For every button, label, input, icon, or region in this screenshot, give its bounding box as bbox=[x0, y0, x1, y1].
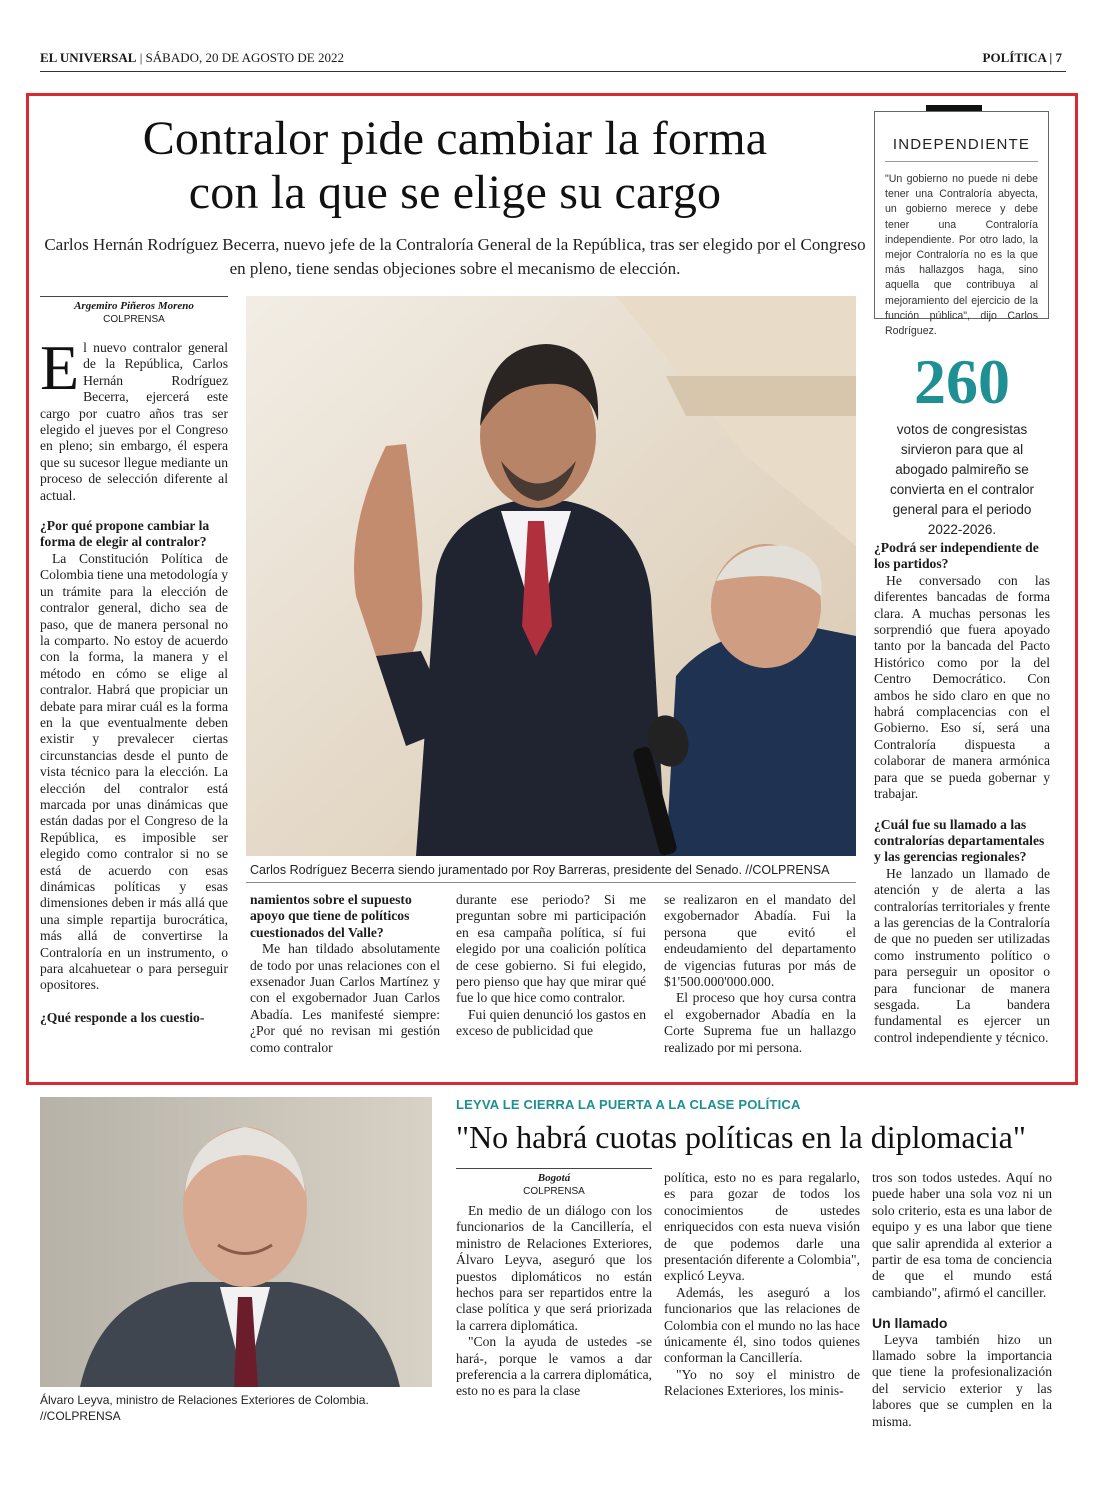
question-3: ¿Podrá ser independiente de los partidos? bbox=[874, 540, 1039, 572]
answer-2-part-3: Fui quien denunció los gastos en exceso de publicidad que bbox=[456, 1006, 646, 1039]
box-title: INDEPENDIENTE bbox=[892, 136, 1031, 153]
box-divider bbox=[885, 161, 1038, 162]
second-column-1 bbox=[456, 1203, 652, 1400]
second-headline: "No habrá cuotas políticas en la diplomacia" bbox=[456, 1119, 1026, 1155]
leyva-photo-caption: Álvaro Leyva, ministro de Relaciones Exteriores de Colombia. //COLPRENSA bbox=[40, 1393, 369, 1423]
folio-date: | SÁBADO, 20 DE AGOSTO DE 2022 bbox=[136, 50, 344, 65]
answer-3: He conversado con las diferentes bancadas de forma clara. A muchas personas les sorprendió que fuera apoyado tanto por la bancada del Pacto Histórico como por la del Centro Democrático. Con ambos he sido claro en que no habrá complacencias con el Gobierno. Eso sí, será una Contraloría dispuesta a colaborar de manera armónica para que se pueda gobernar y trabajar. bbox=[874, 572, 1050, 802]
page-number: | 7 bbox=[1049, 50, 1062, 65]
lead-paragraph bbox=[40, 332, 228, 504]
headline-line-1: Contralor pide cambiar la forma bbox=[142, 112, 768, 165]
second-column-2 bbox=[664, 1170, 860, 1400]
main-photo bbox=[246, 296, 856, 856]
second-p3: política, esto no es para regalarlo, es para gozar de todos los conocimientos de ustedes enriquecidos con esta nueva visión de que podemos darle una presentación diferente a Colombia", explicó Leyva. bbox=[664, 1170, 860, 1284]
main-dek: Carlos Hernán Rodríguez Becerra, nuevo jefe de la Contraloría General de la República, tras ser elegido por el Congreso en pleno, tiene sendas objeciones sobre el mecanismo de elección. bbox=[44, 235, 866, 278]
second-subhead: Un llamado bbox=[872, 1315, 948, 1332]
folio-left bbox=[40, 50, 344, 66]
drop-cap: E bbox=[40, 332, 80, 403]
second-p7: Leyva también hizo un llamado sobre la importancia que tiene la profesionalización del servicio exterior y las labores que se cumplen en la misma. bbox=[872, 1331, 1052, 1429]
folio-right bbox=[983, 50, 1062, 66]
second-kicker: LEYVA LE CIERRA LA PUERTA A LA CLASE POLÍTICA bbox=[456, 1097, 801, 1112]
answer-2-part-4: se realizaron en el mandato del exgobernador Abadía. Fui la persona que evitó el endeudamiento del departamento de vigencias futuras por más de $1'500.000'000.000. bbox=[664, 892, 856, 990]
question-1: ¿Por qué propone cambiar la forma de elegir al contralor? bbox=[40, 518, 210, 550]
main-column-3 bbox=[456, 892, 646, 1040]
byline2-agency: COLPRENSA bbox=[523, 1186, 585, 1197]
section-name: POLÍTICA bbox=[982, 50, 1047, 65]
main-byline bbox=[40, 300, 228, 326]
answer-2-part-2: durante ese periodo? Si me preguntan sobre mi participación en esa campaña política, sí fui elegido por una coalición política de cese gobierno. Si fui elegido, pero pienso que hay que mirar qué fue lo que hice como contralor. bbox=[456, 892, 646, 1006]
byline-divider bbox=[40, 296, 228, 297]
second-p4: Además, les aseguró a los funcionarios que las relaciones de Colombia con el mundo no las hace únicamente él, sino todos quienes conforman la Cancillería. bbox=[664, 1284, 860, 1366]
main-column-4 bbox=[664, 892, 856, 1056]
main-column-2 bbox=[250, 892, 440, 1056]
question-2-end: namientos sobre el supuesto apoyo que tiene de políticos cuestionados del Valle? bbox=[250, 892, 412, 940]
main-photo-caption: Carlos Rodríguez Becerra siendo juramentado por Roy Barreras, presidente del Senado. //COLPRENSA bbox=[250, 863, 830, 877]
byline-author: Argemiro Piñeros Moreno bbox=[74, 300, 194, 312]
second-p6: tros son todos ustedes. Aquí no puede haber una sola voz ni un solo criterio, esta es una labor de equipo y es una labor que tiene que salir aprendida al exterior a partir de esa toma de conciencia de que el mundo está cambiando", afirmó el canciller. bbox=[872, 1170, 1052, 1300]
byline-place: Bogotá bbox=[537, 1172, 571, 1184]
main-column-5 bbox=[874, 540, 1050, 1046]
answer-2-part-5: El proceso que hoy cursa contra el exgobernador Abadía en la Corte Suprema fue un hallazgo realizado por mi persona. bbox=[664, 990, 856, 1055]
independiente-box bbox=[874, 111, 1049, 338]
big-number: 260 bbox=[914, 346, 1010, 417]
lead-text: l nuevo contralor general de la República, Carlos Hernán Rodríguez Becerra, ejercerá este cargo por cuatro años tras ser elegido el jueves por el Congreso en pleno; sin embargo, él espera que su sucesor llegue mediante un proceso de selección diferente al actual. bbox=[40, 340, 228, 503]
question-4: ¿Cuál fue su llamado a las contralorías departamentales y las gerencias regionales? bbox=[874, 816, 1045, 865]
folio-divider bbox=[40, 71, 1066, 72]
main-column-1 bbox=[40, 332, 229, 1026]
answer-1: La Constitución Política de Colombia tiene una metodología y un trámite para la elección de contralor general, dicho sea de paso, que de manera personal no la comparto. No estoy de acuerdo con la forma, la manera y el método en cómo se elige al contralor. Habrá que propiciar un debate para mirar cuál es la forma en la que eventualmente deben existir y prevalecer ciertas circunstancias desde el punto de vista técnico para la elección. La elección del contralor está marcada por unas dinámicas que están dadas por el Congreso de la República, es imposible ser elegido como contralor si no se está de acuerdo con esas dinámicas políticas y esas dimensiones deben ir más allá que una simple repartija burocrática, más allá de convertirse la Contraloría en un instrumento, o para alcahuetear o para perseguir opositores. bbox=[40, 550, 229, 993]
main-headline bbox=[40, 112, 870, 220]
swearing-in-photo-illustration bbox=[246, 296, 856, 856]
second-column-3 bbox=[872, 1170, 1052, 1430]
box-quote: "Un gobierno no puede ni debe tener una Contraloría abyecta, un gobierno merece y debe tener una Contraloría independiente. Por otro lado, la mejor Contraloría no es la que más hallazgos haga, sino aquella que contribuya al mejoramiento del ejercicio de la función pública", dijo Carlos Rodríguez. bbox=[885, 173, 1038, 338]
headline-line-2: con la que se elige su cargo bbox=[188, 166, 722, 219]
byline-agency: COLPRENSA bbox=[103, 314, 165, 325]
second-p2: "Con la ayuda de ustedes -se hará-, porque le vamos a dar preferencia a la carrera diplomática, esto no es para la clase bbox=[456, 1334, 652, 1399]
caption-divider bbox=[246, 882, 856, 883]
leyva-portrait-illustration bbox=[40, 1097, 432, 1387]
leyva-photo bbox=[40, 1097, 432, 1387]
question-2-start: ¿Qué responde a los cuestio- bbox=[40, 1009, 205, 1025]
second-byline bbox=[456, 1172, 652, 1198]
big-number-text: votos de congresistas sirvieron para que al abogado palmireño se convierta en el contralor general para el periodo 2022-2026. bbox=[889, 422, 1035, 537]
second-p1: En medio de un diálogo con los funcionarios de la Cancillería, el ministro de Relaciones Exteriores, Álvaro Leyva, aseguró que los puestos diplomáticos no están hechos para ser repartidos entre la clase política y que será priorizada la carrera diplomática. bbox=[456, 1203, 652, 1333]
second-p5: "Yo no soy el ministro de Relaciones Exteriores, los minis- bbox=[664, 1366, 860, 1399]
second-byline-divider bbox=[456, 1168, 652, 1169]
newspaper-name: EL UNIVERSAL bbox=[40, 50, 137, 65]
answer-4: He lanzado un llamado de atención y de alerta a las contralorías territoriales y frente a las gerencias de la Contraloría de que no pueden ser utilizadas como instrumento político o para perseguir un opositor o para funcionar de manera sesgada. La bandera fundamental es ejercer un control independiente y técnico. bbox=[874, 865, 1050, 1045]
answer-2-part-1: Me han tildado absolutamente de todo por unas relaciones con el exsenador Juan Carlos Martínez y con el exgobernador Juan Carlos Abadía. Les manifesté siempre: ¿Por qué no revisan mi gestión como contralor bbox=[250, 941, 440, 1055]
